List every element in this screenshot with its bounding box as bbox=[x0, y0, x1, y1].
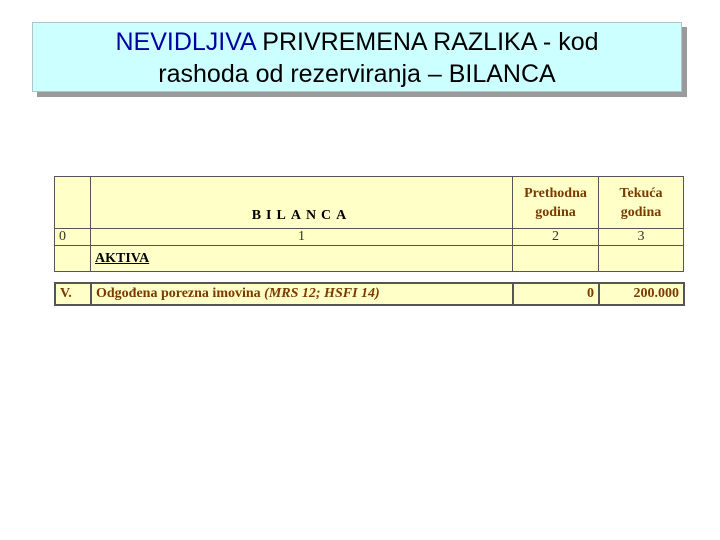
index-2: 2 bbox=[513, 229, 599, 246]
section-prev-cell bbox=[513, 246, 599, 272]
row-v-table bbox=[54, 282, 685, 306]
section-row bbox=[55, 246, 684, 272]
row-number: V. bbox=[55, 283, 91, 305]
row-curr-value: 200.000 bbox=[599, 283, 684, 305]
table-row bbox=[55, 283, 684, 305]
index-row bbox=[55, 229, 684, 246]
balance-table bbox=[54, 176, 684, 272]
index-1: 1 bbox=[91, 229, 513, 246]
row-prev-value: 0 bbox=[513, 283, 599, 305]
section-curr-cell bbox=[599, 246, 684, 272]
row-label-text: Odgođena porezna imovina bbox=[96, 286, 261, 301]
header-blank-cell bbox=[55, 177, 91, 229]
row-label bbox=[91, 283, 513, 305]
title-accent: NEVIDLJIVA bbox=[115, 28, 256, 56]
header-bilanca: BILANCA bbox=[91, 177, 513, 229]
title-line1-rest: PRIVREMENA RAZLIKA - kod bbox=[255, 28, 599, 56]
index-0: 0 bbox=[55, 229, 91, 246]
header-prev-year: Prethodna godina bbox=[513, 177, 599, 229]
header-row bbox=[55, 177, 684, 229]
slide-title bbox=[32, 22, 682, 92]
section-aktiva: AKTIVA bbox=[91, 246, 513, 272]
row-label-note: (MRS 12; HSFI 14) bbox=[264, 286, 380, 301]
section-blank-cell bbox=[55, 246, 91, 272]
index-3: 3 bbox=[599, 229, 684, 246]
title-line2: rashoda od rezerviranja – BILANCA bbox=[158, 60, 556, 88]
header-curr-year: Tekuća godina bbox=[599, 177, 684, 229]
balance-sheet-excerpt bbox=[54, 176, 683, 306]
